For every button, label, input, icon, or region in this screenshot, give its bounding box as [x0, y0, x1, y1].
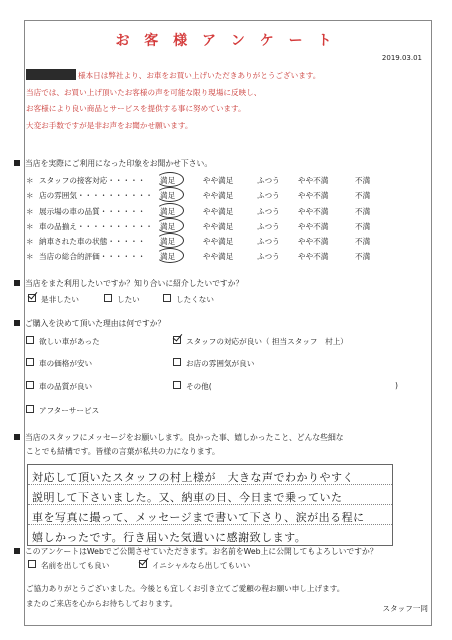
bullet-square-icon [14, 160, 20, 166]
rating-option[interactable]: やや満足 [203, 191, 234, 201]
rating-option[interactable] [160, 251, 175, 262]
rating-option-text: 満足 [160, 191, 176, 201]
bullet-square-icon [14, 280, 20, 286]
rating-option[interactable]: やや満足 [203, 252, 234, 262]
rating-option[interactable] [160, 175, 175, 186]
q2-heading: 当店をまた利用したいですか？知り合いに紹介したいですか？ [14, 278, 243, 289]
q2-option-2[interactable]: したい [104, 294, 140, 305]
rating-option[interactable]: やや不満 [298, 221, 329, 231]
bullet-square-icon [14, 434, 20, 440]
q4-heading-2: ことでも結構です。皆様の言葉が私共の力になります。 [26, 447, 220, 456]
q3-other-close-paren: ) [395, 381, 398, 390]
rating-option[interactable] [160, 190, 175, 201]
selection-circle-icon [156, 172, 184, 187]
rating-label: スタッフの接客対応・・・・・ [39, 176, 146, 185]
q2-option-1[interactable]: 是非したい [28, 294, 79, 305]
staff-signature: スタッフ一同 [382, 604, 428, 613]
selection-circle-icon [156, 203, 184, 218]
rating-option[interactable]: ふつう [257, 221, 280, 231]
checkbox-icon[interactable] [26, 405, 34, 413]
rating-option[interactable]: ふつう [257, 191, 280, 201]
checkbox-icon[interactable] [26, 381, 34, 389]
q3-reason-atmosphere[interactable]: お店の雰囲気が良い [173, 358, 254, 369]
rating-option[interactable]: やや満足 [203, 221, 234, 231]
rating-option[interactable]: 不満 [355, 221, 371, 231]
q3-reason-staff[interactable]: スタッフの対応が良い（ 担当スタッフ 村上） [173, 336, 348, 347]
q2-option-3[interactable]: したくない [163, 294, 214, 305]
rating-option[interactable] [160, 236, 175, 247]
asterisk-icon: ＊ [26, 237, 34, 247]
q5-option-1[interactable]: 名前を出しても良い [28, 560, 109, 571]
rating-option[interactable]: 不満 [355, 191, 371, 201]
checkbox-icon[interactable] [173, 381, 181, 389]
bullet-square-icon [14, 320, 20, 326]
intro-line-1: 様本日は弊社より、お車をお買い上げいただきありがとうございます。 [26, 68, 386, 85]
message-box[interactable] [27, 464, 393, 546]
selection-circle-icon [156, 218, 184, 233]
rating-option-text: 満足 [160, 221, 176, 231]
checkbox-checked-icon[interactable] [28, 294, 36, 302]
rating-option[interactable]: ふつう [257, 206, 280, 216]
q3-reason-price[interactable]: 車の価格が安い [26, 358, 92, 369]
handwritten-line-2: 説明して下さいました。又、納車の日、今日まで乗っていた [32, 491, 343, 504]
rating-option[interactable]: やや不満 [298, 237, 329, 247]
rating-option[interactable] [160, 221, 175, 232]
rating-option[interactable] [160, 206, 175, 217]
rating-option[interactable]: 不満 [355, 252, 371, 262]
checkbox-checked-icon[interactable] [139, 560, 147, 568]
rating-option-text: 満足 [160, 176, 176, 185]
closing-line-2: またのご来店を心からお待ちしております。 [26, 599, 178, 608]
rating-option[interactable]: ふつう [257, 237, 280, 247]
q3-reason-quality[interactable]: 車の品質が良い [26, 381, 92, 392]
q5-option-2[interactable]: イニシャルなら出してもいい [139, 560, 250, 571]
checkbox-checked-icon[interactable] [173, 336, 181, 344]
q3-reason-other[interactable]: その他( [173, 381, 212, 392]
rating-option[interactable]: やや不満 [298, 176, 329, 185]
rating-option[interactable]: やや満足 [203, 176, 234, 185]
rating-option[interactable]: ふつう [257, 252, 280, 262]
checkbox-icon[interactable] [26, 336, 34, 344]
intro-line-3: お客様により良い商品とサービスを提供する事に努めています。 [26, 104, 246, 113]
rating-label: 車の品揃え・・・・・・・・・・ [39, 221, 153, 231]
q3-reason-aftercare[interactable]: アフターサービス [26, 405, 99, 416]
asterisk-icon: ＊ [26, 176, 34, 185]
rating-option[interactable]: やや満足 [203, 206, 234, 216]
bullet-square-icon [14, 548, 20, 554]
rating-option[interactable]: 不満 [355, 176, 371, 185]
intro-text [26, 68, 386, 134]
rating-option[interactable]: やや不満 [298, 191, 329, 201]
q1-heading: 当店を実際にご利用になった印象をお聞かせ下さい。 [14, 158, 212, 169]
rating-option-text: 満足 [160, 237, 176, 247]
rating-option-text: 満足 [160, 252, 176, 262]
asterisk-icon: ＊ [26, 252, 34, 262]
rating-option[interactable]: やや不満 [298, 206, 329, 216]
redacted-name [26, 69, 76, 80]
rating-option[interactable]: やや満足 [203, 237, 234, 247]
checkbox-icon[interactable] [28, 560, 36, 568]
rating-option[interactable]: 不満 [355, 237, 371, 247]
asterisk-icon: ＊ [26, 191, 34, 201]
handwritten-line-3: 車を写真に撮って、メッセージまで書いて下さり、涙が出る程に [32, 511, 365, 524]
checkbox-icon[interactable] [163, 294, 171, 302]
checkbox-icon[interactable] [104, 294, 112, 302]
rating-label: 店の雰囲気・・・・・・・・・・ [39, 191, 153, 201]
rating-label: 展示場の車の品質・・・・・・ [39, 206, 146, 216]
intro-line-2: 当店では、お買い上げ頂いたお客様の声を可能な限り現場に反映し、 [26, 87, 262, 97]
asterisk-icon: ＊ [26, 221, 34, 231]
intro-line-4: 大変お手数ですが是非お声をお聞かせ願います。 [26, 120, 193, 130]
rating-option[interactable]: やや不満 [298, 252, 329, 262]
checkbox-icon[interactable] [173, 358, 181, 366]
survey-title: お 客 様 ア ン ケ ー ト [115, 33, 337, 49]
rating-label: 当店の総合的評価・・・・・・ [39, 252, 146, 262]
q4-heading: 当店のスタッフにメッセージをお願いします。良かった事、嬉しかったこと、どんな些細な [14, 432, 344, 443]
handwritten-line-4: 嬉しかったです。行き届いた気遣いに感謝致します。 [32, 531, 307, 544]
rating-option[interactable]: ふつう [257, 176, 280, 185]
asterisk-icon: ＊ [26, 206, 34, 216]
survey-date: 2019.03.01 [381, 54, 422, 62]
rating-label: 納車された車の状態・・・・・ [39, 237, 146, 247]
rating-option[interactable]: 不満 [355, 206, 371, 216]
rating-option-text: 満足 [160, 206, 176, 216]
q5-heading: このアンケートはWebでご公開させていただきます。お名前をWeb上に公開してもよろしいですか？ [14, 546, 378, 557]
handwritten-line-1: 対応して頂いたスタッフの村上様が 大きな声でわかりやすく [32, 471, 354, 484]
q3-reason-car[interactable]: 欲しい車があった [26, 336, 100, 347]
checkbox-icon[interactable] [26, 358, 34, 366]
q3-heading: ご購入を決めて頂いた理由は何ですか？ [14, 318, 165, 329]
closing-line-1: ご協力ありがとうございました。今後とも宜しくお引き立てご愛顧の程お願い申し上げます。 [26, 584, 345, 593]
